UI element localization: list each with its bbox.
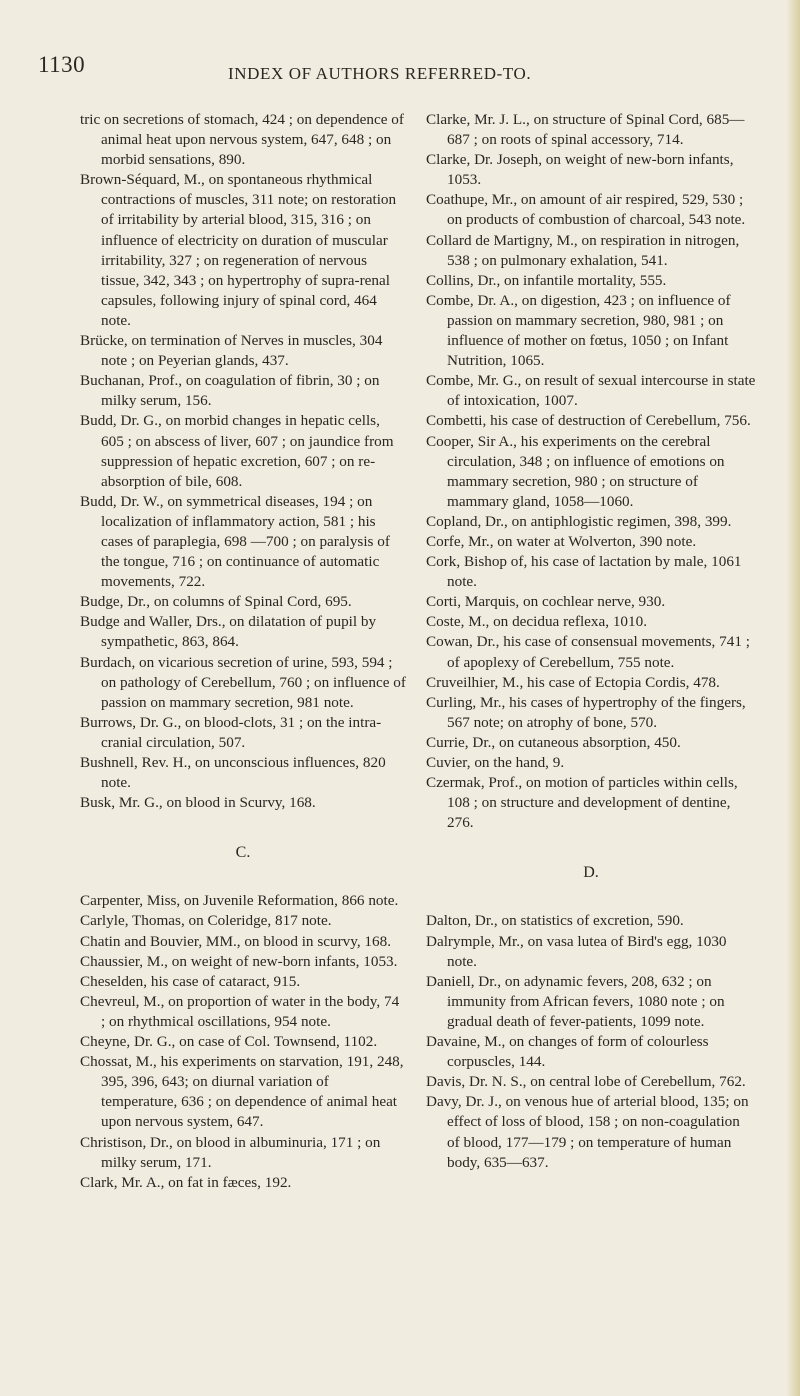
index-entry: Carlyle, Thomas, on Coleridge, 817 note.	[80, 912, 332, 930]
index-entry: Chossat, M., his experiments on starvation, 191, 248, 395, 396, 643; on diurnal variation of temperature, 636 ; on dependence of animal heat upon nervous system, 647.	[80, 1053, 404, 1131]
index-entry: Collard de Martigny, M., on respiration in nitrogen, 538 ; on pulmonary exhalation, 541.	[426, 231, 740, 269]
index-entry: Curling, Mr., his cases of hypertrophy of the fingers, 567 note; on atrophy of bone, 570.	[426, 693, 746, 731]
index-entry: Clarke, Mr. J. L., on structure of Spinal Cord, 685—687 ; on roots of spinal accessory, 714.	[426, 111, 745, 149]
index-entry: Dalrymple, Mr., on vasa lutea of Bird's egg, 1030 note.	[426, 932, 727, 970]
index-entry: Cowan, Dr., his case of consensual movements, 741 ; of apoplexy of Cerebellum, 755 note.	[426, 633, 750, 671]
index-entry: Collins, Dr., on infantile mortality, 555.	[426, 271, 667, 289]
index-entry: Clark, Mr. A., on fat in fæces, 192.	[80, 1173, 292, 1191]
index-entry: Budge, Dr., on columns of Spinal Cord, 695.	[80, 593, 352, 611]
index-entry: Cruveilhier, M., his case of Ectopia Cordis, 478.	[426, 673, 720, 691]
left-column	[80, 110, 406, 1193]
index-entry: Brown-Séquard, M., on spontaneous rhythmical contractions of muscles, 311 note; on restoration of irritability by arterial blood, 315, 316 ; on influence of electricity on duration of muscular irritability, 327 ; on regeneration of nervous tissue, 342, 343 ; on hypertrophy of supra-renal capsules, following injury of spinal cord, 464 note.	[80, 171, 397, 329]
index-entry: Cheyne, Dr. G., on case of Col. Townsend, 1102.	[80, 1033, 378, 1051]
running-title: INDEX OF AUTHORS REFERRED-TO.	[228, 64, 532, 83]
index-entry: Copland, Dr., on antiphlogistic regimen, 398, 399.	[426, 512, 732, 530]
index-entry: Brücke, on termination of Nerves in muscles, 304 note ; on Peyerian glands, 437.	[80, 332, 383, 370]
index-entry: Corti, Marquis, on cochlear nerve, 930.	[426, 593, 666, 611]
index-entry: Corfe, Mr., on water at Wolverton, 390 note.	[426, 532, 697, 550]
index-entry: Budd, Dr. G., on morbid changes in hepatic cells, 605 ; on abscess of liver, 607 ; on jaundice from suppression of hepatic excretion, 607 ; on re-absorption of bile, 608.	[80, 412, 394, 490]
letter-heading: C.	[235, 844, 251, 862]
index-entry: Budge and Waller, Drs., on dilatation of pupil by sympathetic, 863, 864.	[80, 613, 377, 651]
index-entry: Chaussier, M., on weight of new-born infants, 1053.	[80, 952, 398, 970]
index-entry: Chatin and Bouvier, MM., on blood in scurvy, 168.	[80, 932, 391, 950]
right-column	[426, 110, 756, 1173]
index-entry: Carpenter, Miss, on Juvenile Reformation, 866 note.	[80, 892, 399, 910]
letter-heading: D.	[583, 864, 599, 882]
index-entry: Christison, Dr., on blood in albuminuria, 171 ; on milky serum, 171.	[80, 1133, 381, 1171]
index-entry: Coste, M., on decidua reflexa, 1010.	[426, 613, 648, 631]
index-entry: Burrows, Dr. G., on blood-clots, 31 ; on the intra-cranial circulation, 507.	[80, 713, 382, 751]
index-entry: Cork, Bishop of, his case of lactation by male, 1061 note.	[426, 553, 742, 591]
index-entry: Coathupe, Mr., on amount of air respired, 529, 530 ; on products of combustion of charcoal, 543 note.	[426, 191, 746, 229]
index-entry: Cooper, Sir A., his experiments on the cerebral circulation, 348 ; on influence of emotions on mammary secretion, 980 ; on structure of mammary gland, 1058—1060.	[426, 432, 725, 510]
index-entry: Clarke, Dr. Joseph, on weight of new-born infants, 1053.	[426, 151, 734, 189]
page-edge-shadow	[786, 0, 800, 1396]
index-entry: Daniell, Dr., on adynamic fevers, 208, 632 ; on immunity from African fevers, 1080 note ; on gradual death of fever-patients, 1099 note.	[426, 972, 725, 1030]
index-entry: Burdach, on vicarious secretion of urine, 593, 594 ; on pathology of Cerebellum, 760 ; on influence of passion on mammary secretion, 981 note.	[80, 653, 406, 711]
index-entry: tric on secretions of stomach, 424 ; on dependence of animal heat upon nervous system, 647, 648 ; on morbid sensations, 890.	[80, 111, 404, 169]
index-entry: Davy, Dr. J., on venous hue of arterial blood, 135; on effect of loss of blood, 158 ; on non-coagulation of blood, 177—179 ; on temperature of human body, 635—637.	[426, 1093, 749, 1171]
index-entry: Czermak, Prof., on motion of particles within cells, 108 ; on structure and development of dentine, 276.	[426, 774, 738, 832]
index-entry: Bushnell, Rev. H., on unconscious influences, 820 note.	[80, 754, 386, 792]
index-entry: Cheselden, his case of cataract, 915.	[80, 972, 301, 990]
index-entry: Cuvier, on the hand, 9.	[426, 754, 565, 771]
index-entry: Davis, Dr. N. S., on central lobe of Cerebellum, 762.	[426, 1073, 746, 1091]
index-entry: Buchanan, Prof., on coagulation of fibrin, 30 ; on milky serum, 156.	[80, 372, 380, 410]
index-entry: Davaine, M., on changes of form of colourless corpuscles, 144.	[426, 1033, 709, 1071]
index-entry: Budd, Dr. W., on symmetrical diseases, 194 ; on localization of inflammatory action, 581 ; his cases of paraplegia, 698 —700 ; on paralysis of the tongue, 716 ; on continuance of automatic movements, 722.	[80, 492, 390, 591]
index-entry: Busk, Mr. G., on blood in Scurvy, 168.	[80, 794, 316, 812]
page-number: 1130	[38, 52, 86, 77]
index-entry: Chevreul, M., on proportion of water in the body, 74 ; on rhythmical oscillations, 954 note.	[80, 992, 400, 1030]
index-entry: Combe, Dr. A., on digestion, 423 ; on influence of passion on mammary secretion, 980, 981 ; on influence of mother on fœtus, 1050 ; on Infant Nutrition, 1065.	[426, 291, 731, 370]
index-entry: Combetti, his case of destruction of Cerebellum, 756.	[426, 412, 751, 430]
index-entry: Currie, Dr., on cutaneous absorption, 450.	[426, 733, 681, 751]
index-entry: Combe, Mr. G., on result of sexual intercourse in state of intoxication, 1007.	[426, 372, 756, 410]
index-entry: Dalton, Dr., on statistics of excretion, 590.	[426, 912, 684, 930]
